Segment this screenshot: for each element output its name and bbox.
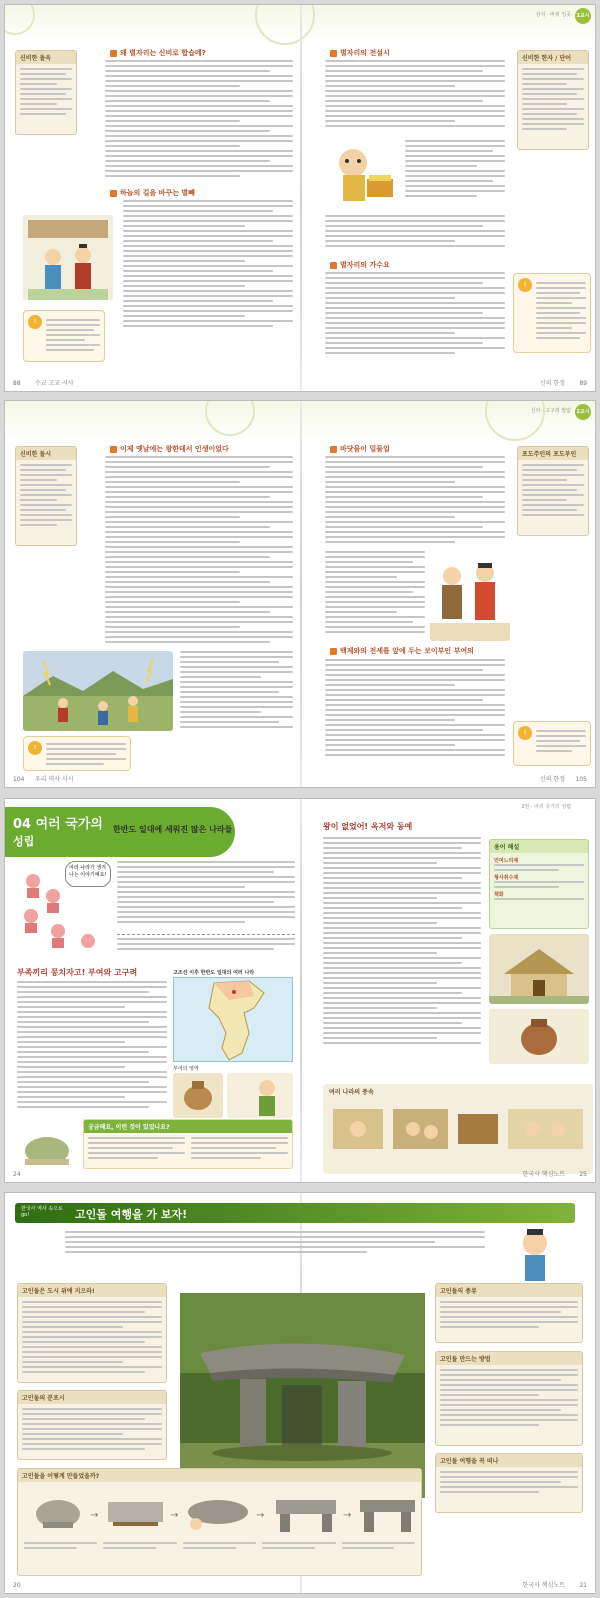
page-footer: 우리 역사 사시 xyxy=(35,776,74,783)
map-title: 고조선 이후 한반도 일대의 여러 나라 xyxy=(173,970,255,976)
section-heading: 별자리의 전설시 xyxy=(330,48,390,58)
note-box xyxy=(513,273,591,353)
note-icon: ! xyxy=(518,278,532,292)
illustration-character xyxy=(227,1073,293,1118)
spread-2 xyxy=(4,400,596,788)
info-box-title: 고인돌 만드는 방법 xyxy=(436,1352,582,1365)
page-number: 21 xyxy=(579,1582,587,1589)
process-box-title: 고인돌을 어떻게 만들었을까? xyxy=(18,1469,421,1482)
illustration-monks xyxy=(430,551,510,641)
section-heading: 바닷물이 밀물일 xyxy=(330,444,390,454)
definition-text xyxy=(117,934,295,959)
tip-box-title: 궁금해요, 이런 것이 있었나요? xyxy=(84,1120,292,1133)
info-box xyxy=(17,1390,167,1460)
page-number: 89 xyxy=(579,380,587,387)
sidebar-box xyxy=(517,446,589,536)
lesson-badge: 1교시 xyxy=(575,8,591,24)
illustration-pottery xyxy=(489,1009,589,1064)
sidebar-box xyxy=(15,50,77,135)
speech-bubble: 여러 나라가 생겨나는 이야기예요! xyxy=(65,861,111,887)
illustration-guide-character xyxy=(505,1225,565,1285)
note-icon: ! xyxy=(28,741,42,755)
banner-title: 고인돌 여행을 가 보자! xyxy=(75,1208,188,1221)
note-box xyxy=(23,736,131,771)
body-text xyxy=(105,456,293,646)
svg-text:→: → xyxy=(256,1510,265,1521)
chapter-subtitle: 한반도 일대에 세워진 많은 나라들 xyxy=(113,825,233,834)
info-box-title: 고인돌의 종류 xyxy=(436,1284,582,1297)
section-heading: 백제와의 전세를 앞에 두는 보이부인 부여의 xyxy=(330,646,474,656)
bullet-icon xyxy=(330,50,337,57)
section-heading: 부족끼리 뭉치자고! 부여와 고구려 xyxy=(17,968,138,977)
banner-tag: 한국사 역사 속으로 go! xyxy=(21,1206,63,1218)
running-header: 신라 · 고구려 말없 xyxy=(530,408,571,414)
body-text xyxy=(323,837,481,1047)
body-text xyxy=(325,272,505,367)
body-text xyxy=(325,551,425,641)
chapter-title: 성립 xyxy=(13,835,35,848)
customs-panel-title: 여러 나라의 풍속 xyxy=(329,1089,374,1096)
section-heading: 왕이 없었어! 옥저와 동예 xyxy=(323,822,413,831)
sidebar-box-title: 신비한 돌옥 xyxy=(16,51,76,64)
feature-banner xyxy=(15,1203,575,1223)
illustration-king-and-people xyxy=(23,215,113,300)
illustration-artifact xyxy=(173,1073,223,1118)
body-text xyxy=(325,659,505,764)
chapter-number: 04 여러 국가의 xyxy=(13,817,103,832)
note-box xyxy=(23,310,105,362)
body-text xyxy=(105,60,293,185)
body-text xyxy=(123,200,293,335)
body-text xyxy=(17,981,167,1111)
running-header: 상지 · 바위 잉곳 xyxy=(535,12,571,18)
body-text xyxy=(325,215,505,255)
page-footer: 한국사 핵심노트 xyxy=(522,1171,565,1178)
section-heading: 이제 옛날에는 왕한테서 인생이었다 xyxy=(110,444,229,454)
info-box xyxy=(435,1283,583,1343)
illustration-thatched-house xyxy=(489,934,589,1004)
page-gutter xyxy=(300,401,302,787)
page-footer: 한국사 핵심노트 xyxy=(522,1582,565,1589)
bullet-icon xyxy=(330,262,337,269)
page-number: 88 xyxy=(13,380,21,387)
page-gutter xyxy=(300,799,302,1182)
map-label: 부여의 영역 xyxy=(173,1066,199,1072)
customs-panel xyxy=(323,1084,593,1174)
bullet-icon xyxy=(110,50,117,57)
page-number: 104 xyxy=(13,776,25,783)
spread-3 xyxy=(4,798,596,1183)
section-heading: 하늘의 길을 바꾸는 별빼 xyxy=(110,188,195,198)
info-box xyxy=(17,1283,167,1383)
note-icon: ! xyxy=(28,315,42,329)
spread-4 xyxy=(4,1192,596,1594)
illustration-treasure-scholar xyxy=(325,135,400,210)
running-header: 2권 · 여러 국가의 성립 xyxy=(521,804,571,810)
process-box xyxy=(17,1468,422,1576)
illustration-battle-scene xyxy=(23,651,173,731)
sidebar-box-title: 신비한 돌시 xyxy=(16,447,76,460)
info-box-title: 고인돌은 도시 위에 지으라! xyxy=(18,1284,166,1297)
page-number: 20 xyxy=(13,1582,21,1589)
info-box xyxy=(435,1453,583,1513)
glossary-term: 형사취수제 xyxy=(494,875,519,881)
map-korean-peninsula xyxy=(173,977,293,1062)
page-number: 25 xyxy=(579,1171,587,1178)
body-text xyxy=(405,140,505,210)
body-text xyxy=(325,456,505,551)
section-heading: 왜 별자리는 신비로 합습메? xyxy=(110,48,206,58)
sidebar-box xyxy=(15,446,77,546)
sidebar-box-title: 신비한 한자 / 단어 xyxy=(518,51,588,64)
body-text xyxy=(180,651,293,731)
bullet-icon xyxy=(330,648,337,655)
page-footer: 신의 한정 xyxy=(539,380,565,387)
section-heading: 별자리의 가수요 xyxy=(330,260,390,270)
svg-text:→: → xyxy=(343,1510,352,1521)
info-box-title: 고인돌 여행을 꼭 떠나 xyxy=(436,1454,582,1467)
glossary-term: 민며느리제 xyxy=(494,858,519,864)
page-footer: 신의 한정 xyxy=(539,776,565,783)
bullet-icon xyxy=(330,446,337,453)
tip-box xyxy=(83,1119,293,1169)
lesson-badge: 2교시 xyxy=(575,404,591,420)
page-number: 24 xyxy=(13,1171,21,1178)
bullet-icon xyxy=(110,446,117,453)
bullet-icon xyxy=(110,190,117,197)
glossary-title: 용어 해설 xyxy=(490,840,588,853)
body-text xyxy=(325,60,505,135)
page-gutter xyxy=(300,5,302,391)
illustration-tomb xyxy=(17,1119,77,1169)
glossary-box xyxy=(489,839,589,929)
svg-text:→: → xyxy=(90,1510,99,1521)
note-box xyxy=(513,721,591,766)
spread-1 xyxy=(4,4,596,392)
intro-text xyxy=(65,1231,485,1271)
info-box-title: 고인돌의 분포시 xyxy=(18,1391,166,1404)
sidebar-box-title: 포도주인의 포도부인 xyxy=(518,447,588,460)
page-footer: 수교 고교 시사 xyxy=(35,380,74,387)
sidebar-box xyxy=(517,50,589,150)
info-box xyxy=(435,1351,583,1446)
svg-text:→: → xyxy=(170,1510,179,1521)
body-text xyxy=(117,861,295,931)
page-number: 105 xyxy=(575,776,587,783)
note-icon: ! xyxy=(518,726,532,740)
glossary-term: 책화 xyxy=(494,892,504,898)
